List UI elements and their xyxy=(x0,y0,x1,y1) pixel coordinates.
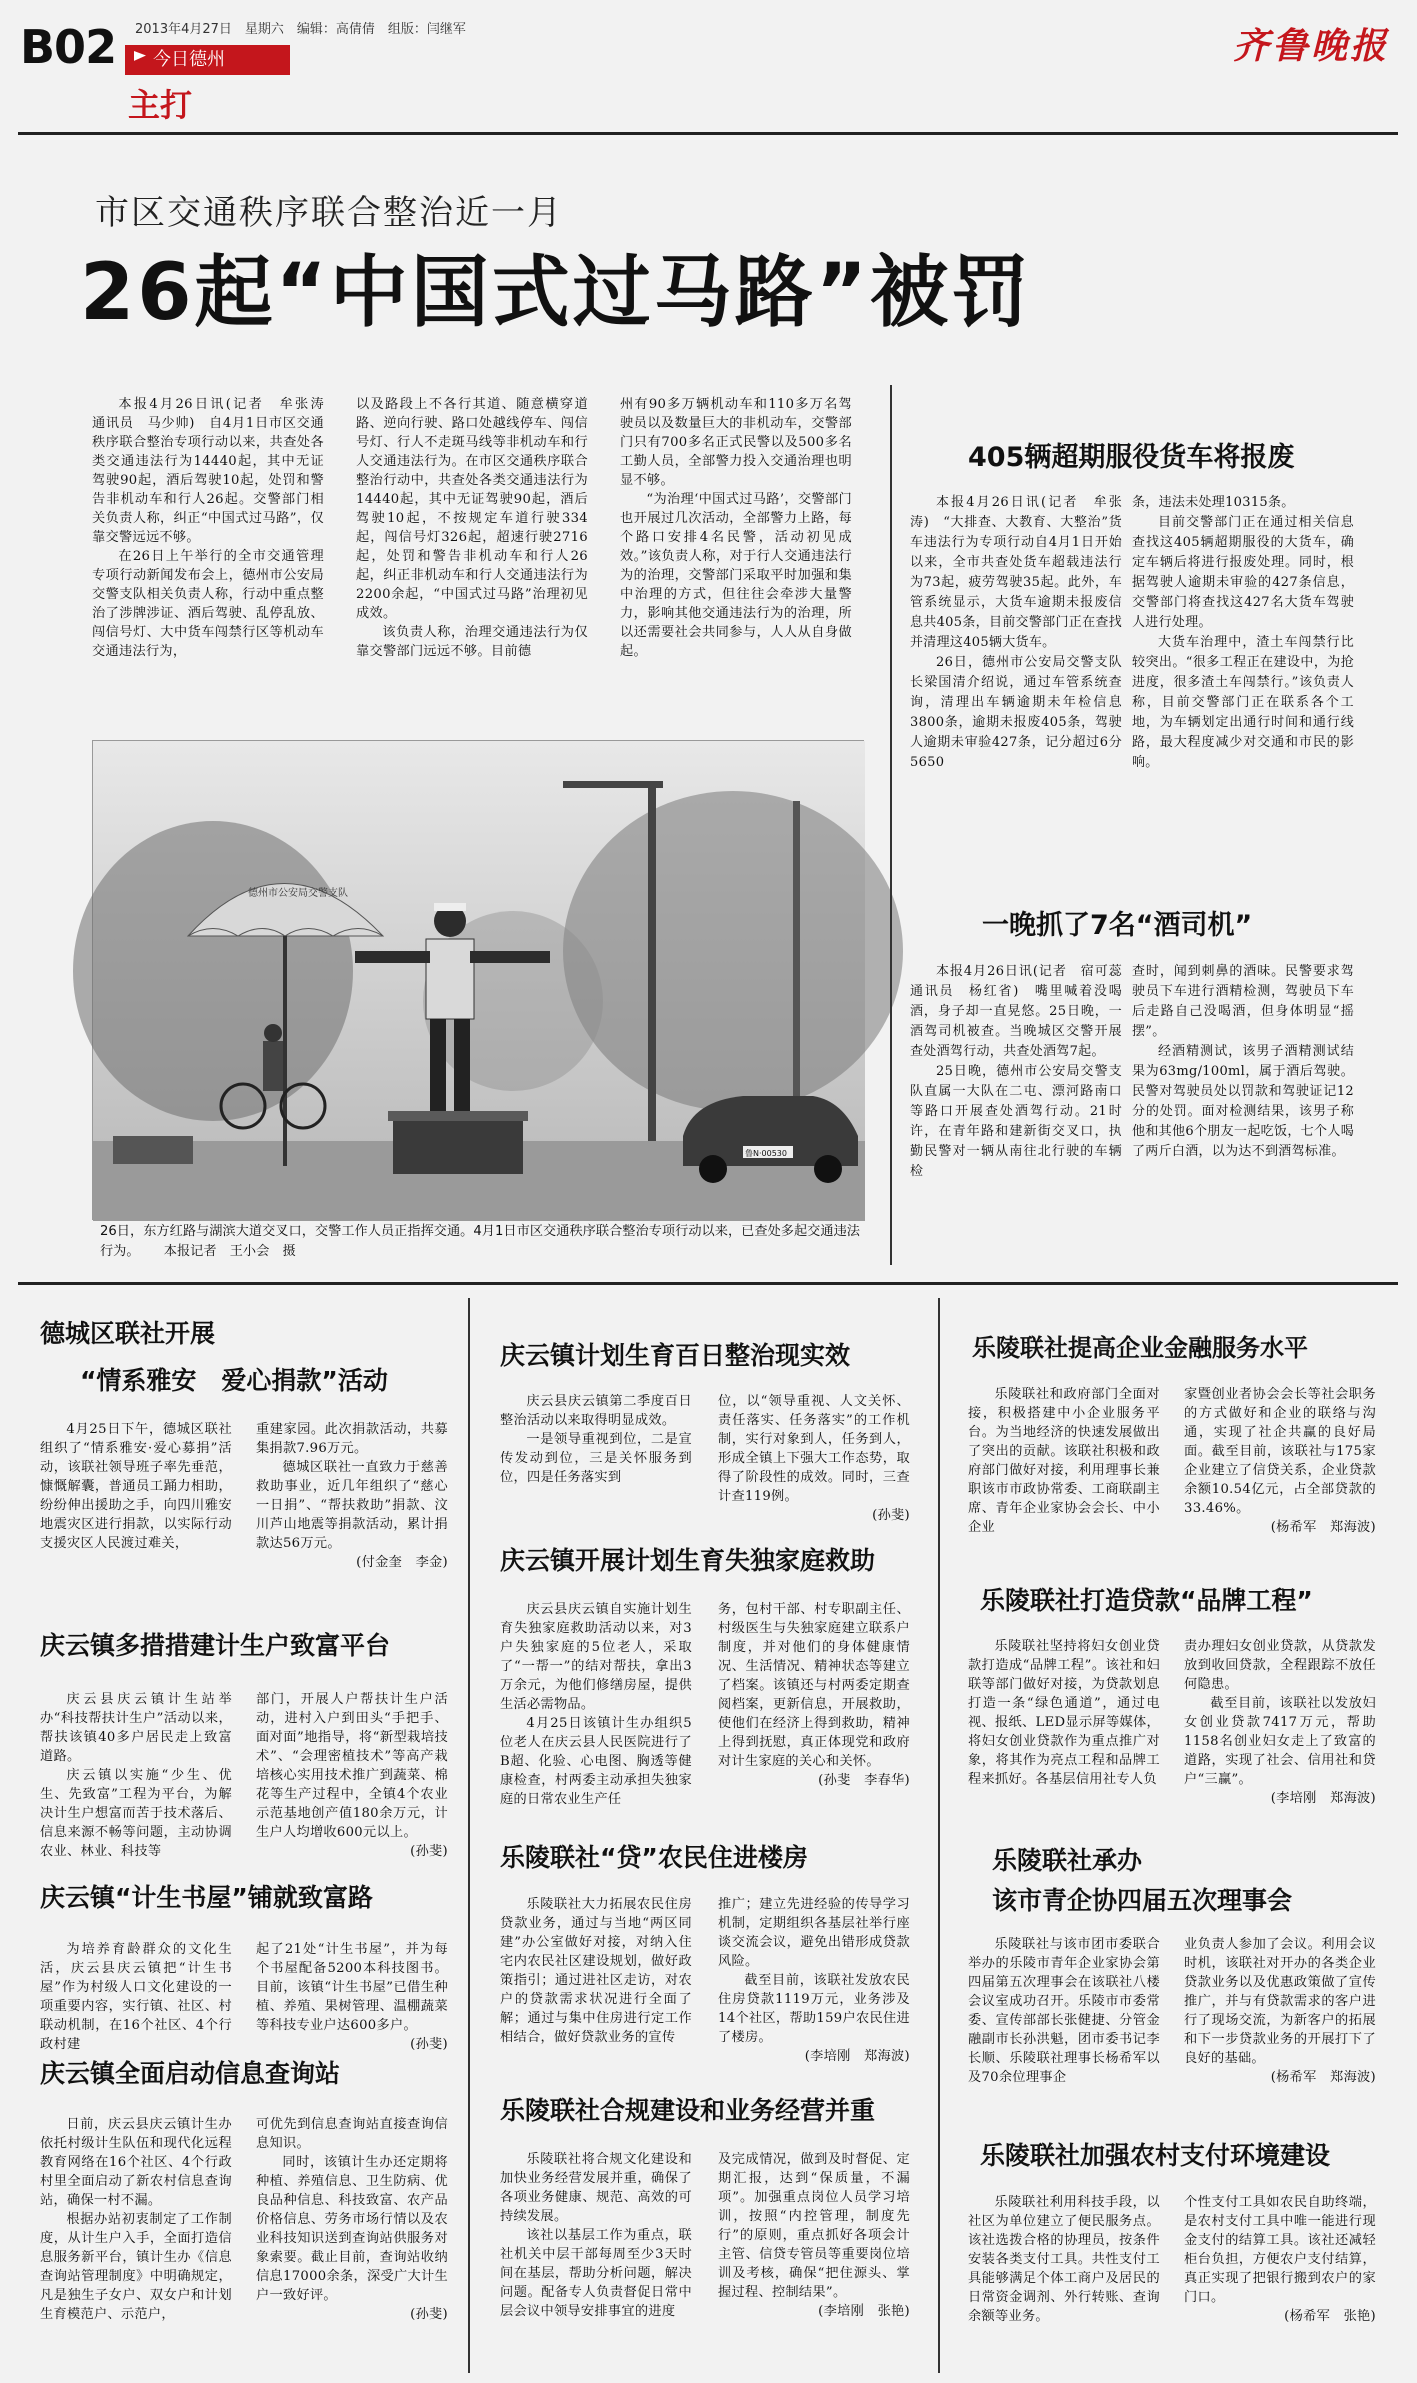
lower-mid-3-text-a: 乐陵联社将合规文化建设和加快业务经营发展并重，确保了各项业务健康、规范、高效的可持续发展。 该社以基层工作为重点，联社机关中层干部每周至少3天时间在基层，帮助分析问题，解决问题。配备专人负责督促日常中层会议中领导安排事宜的进度 xyxy=(500,2152,692,2319)
license-plate: 鲁N·00530 xyxy=(745,1149,787,1158)
section-title: 主打 xyxy=(128,86,193,124)
lower-right-1-text-b: 责办理妇女创业贷款，从贷款发放到收回贷款，全程跟踪不放任何隐患。 截至目前，该联社以发放妇女创业贷款7417万元，帮助1158名创业妇女走上了致富的道路，实现了社会、信用社和贷户“三赢”。 (李培刚 郑海波) xyxy=(1184,1639,1376,1806)
lower-mid-1-headline: 庆云镇开展计划生育失独家庭救助 xyxy=(500,1546,876,1575)
section-tag: 今日德州 xyxy=(125,45,290,75)
lower-right-1-headline: 乐陵联社打造贷款“品牌工程” xyxy=(980,1586,1313,1615)
lower-left-0-text-b: 重建家园。此次捐款活动，共募集捐款7.96万元。 德城区联社一直致力于慈善救助事业，近几年组织了“慈心一日捐”、“帮扶救助”捐款、汶川芦山地震等捐款活动，累计捐款达56万元。 (付金奎 李金) xyxy=(256,1422,448,1570)
lead-col-3: 州有90多万辆机动车和110多万名驾驶员以及数量巨大的非机动车，交警部门只有700多名正式民警以及500多名工勤人员，全部警力投入交通治理也明显不够。 “为治理‘中国式过马路’，交警部门也开展过几次活动，全部警力上路，每个路口安排4名民警，活动初见成效。”该负责人称，对于行人交通违法行为的治理，交警部门采取平时加强和集中治理的方式，但往往会牵涉大量警力，影响其他交通违法行为的治理，所以还需要社会共同参与，人人从自身做起。 xyxy=(620,397,852,659)
lower-right-3-headline: 乐陵联社加强农村支付环境建设 xyxy=(980,2141,1331,2170)
lower-mid-1-text-a: 庆云县庆云镇自实施计划生育失独家庭救助活动以来，对3户失独家庭的5位老人，采取了“一帮一”的结对帮扶，拿出3万余元，为他们修缮房屋，提供生活必需物品。 4月25日该镇计生办组织5位老人在庆云县人民医院进行了B超、化验、心电图、胸透等健康检查，村两委主动承担失独家庭的日常农业生产任 xyxy=(500,1602,692,1807)
lower-right-2-text-a: 乐陵联社与该市团市委联合举办的乐陵市青年企业家协会第四届第五次理事会在该联社八楼会议室成功召开。乐陵市市委常委、宣传部部长张健捷、分管金融副市长孙洪魁，团市委书记李长顺、乐陵联社理事长杨希军以及70余位理事企 xyxy=(968,1937,1160,2085)
traffic-police-illustration xyxy=(93,741,865,1221)
section-divider xyxy=(18,1282,1398,1285)
lower-left-3-headline: 庆云镇全面启动信息查询站 xyxy=(40,2059,341,2088)
sidebar-mid-col-b: 查时，闻到刺鼻的酒味。民警要求驾驶员下车进行酒精检测，驾驶员下车后走路自己没喝酒，但身体明显“摇摆”。 经酒精测试，该男子酒精测试结果为63mg/100ml，属于酒后驾驶。民警对驾驶员处以罚款和驾驶证记12分的处罚。面对检测结果，该男子称他和其他6个朋友一起吃饭，七个人喝了两斤白酒，以为达不到酒驾标准。 xyxy=(1132,964,1354,1159)
sidebar-mid-col-a: 本报4月26日讯(记者 宿可蕊 通讯员 杨红省) 嘴里喊着没喝酒，身子却一直晃悠。25日晚，一酒驾司机被查。当晚城区交警开展查处酒驾行动，共查处酒驾7起。 25日晚，德州市公安局交警支队直属一大队在二屯、漂河路南口等路口开展查处酒驾行动。21时许，在青年路和建新街交叉口，执勤民警对一辆从南往北行驶的车辆检 xyxy=(910,964,1136,1179)
sidebar-top-col-b: 条，违法未处理10315条。 目前交警部门正在通过相关信息查找这405辆超期服役的大货车，确定车辆后将进行报废处理。同时，根据驾驶人逾期未审验的427条信息，交警部门将查找这427名大货车驾驶人进行处理。 大货车治理中，渣土车闯禁行比较突出。“很多工程正在建设中，为抢进度，很多渣土车闯禁行。”该负责人称，目前交警部门正在联系各个工地，为车辆划定出通行时间和通行线路，最大程度减少对交通和市民的影响。 xyxy=(1132,495,1354,770)
lower-mid-2-text-a: 乐陵联社大力拓展农民住房贷款业务，通过与当地“两区同建”办公室做好对接，对纳入住宅内农民社区建设规划，做好政策指引；通过进社区走访，对农户的贷款需求状况进行全面了解；通过与集中住房进行定工作相结合，做好贷款业务的宣传 xyxy=(500,1897,692,2045)
lower-mid-3-text-b: 及完成情况，做到及时督促、定期汇报，达到“保质量，不漏项”。加强重点岗位人员学习培训，按照“内控管理，制度先行”的原则，重点抓好各项会计主管、信贷专管员等重要岗位培训及考核，确保“把住源头、掌握过程、控制结果”。 (李培刚 张艳) xyxy=(718,2152,910,2319)
lower-mid-1-text-b: 务，包村干部、村专职副主任、村级医生与失独家庭建立联系户制度，并对他们的身体健康情况、生活情况、精神状态等建立了档案。该镇还与村两委定期查阅档案，更新信息，开展救助，使他们在经济上得到救助，精神上得到抚慰，真正体现党和政府对计生家庭的关心和关怀。 (孙斐 李春华) xyxy=(718,1602,910,1788)
lower-left-2-text-a: 为培养育龄群众的文化生活，庆云县庆云镇把“计生书屋”作为村级人口文化建设的一项重要内容，实行镇、社区、村联动机制，在16个社区、4个行政村建 xyxy=(40,1942,232,2052)
lower-left-2-headline: 庆云镇“计生书屋”铺就致富路 xyxy=(40,1883,373,1912)
lead-kicker: 市区交通秩序联合整治近一月 xyxy=(95,193,563,233)
lower-left-1-text-b: 部门，开展人户帮扶计生户活动，进村入户到田头“手把手、面对面”地指导，将“新型栽培技术”、“会理密植技术”等高产栽培核心实用技术推广到蔬菜、棉花等生产过程中，全镇4个农业示范基地创产值180余万元，计生户人均增收600元以上。 (孙斐) xyxy=(256,1692,448,1859)
lower-left-3-text-b: 可优先到信息查询站直接查询信息知识。 同时，该镇计生办还定期将种植、养殖信息、卫生防病、优良品种信息、科技致富、农产品价格信息、劳务市场行情以及农业科技知识送到查询站供服务对象索要。截止目前，查询站收纳信息17000余条，深受广大计生户一致好评。 (孙斐) xyxy=(256,2117,448,2322)
lower-left-3-text-a: 日前，庆云县庆云镇计生办依托村级计生队伍和现代化远程教育网络在16个社区、4个行政村里全面启动了新农村信息查询站，确保一村不漏。 根据办站初衷制定了工作制度，从计生户入手，全面打造信息服务新平台，镇计生办《信息查询站管理制度》中明确规定，凡是独生子女户、双女户和计划生育模范户、示范户， xyxy=(40,2117,232,2322)
lower-left-1-text-a: 庆云县庆云镇计生站举办“科技帮扶计生户”活动以来，帮扶该镇40多户居民走上致富道路。 庆云镇以实施“少生、优生、先致富”工程为平台，为解决计生户想富而苦于技术落后、信息来源不畅等问题，主动协调农业、林业、科技等 xyxy=(40,1692,232,1859)
lower-right-3-text-b: 个性支付工具如农民自助终端，是农村支付工具中唯一能进行现金支付的结算工具。该社还减轻柜台负担，方便农户支付结算，真正实现了把银行搬到农户的家门口。 (杨希军 张艳) xyxy=(1184,2195,1376,2324)
page-code: B02 xyxy=(20,20,117,74)
sidebar-top-headline: 405辆超期服役货车将报废 xyxy=(968,442,1295,473)
lead-col-2: 以及路段上不各行其道、随意横穿道路、逆向行驶、路口处越线停车、闯信号灯、行人不走斑马线等非机动车和行人交通违法行为。在市区交通秩序联合整治行动中，共查处各类交通违法行为14440起，其中无证驾驶90起，酒后驾驶10起，不按规定车道行驶334起，闯信号灯326起，超速行驶2716起，处罚和警告非机动车和行人26起，纠正非机动车和行人交通违法行为2200余起，“中国式过马路”治理初见成效。 该负责人称，治理交通违法行为仅靠交警部门远远不够。目前德 xyxy=(356,397,588,659)
photo-caption: 26日，东方红路与湖滨大道交叉口，交警工作人员正指挥交通。4月1日市区交通秩序联合整治专项行动以来，已查处多起交通违法行为。 本报记者 王小会 摄 xyxy=(100,1224,860,1259)
lower-left-1-headline: 庆云镇多措措建计生户致富平台 xyxy=(40,1631,391,1660)
photo-credit: 本报记者 王小会 摄 xyxy=(163,1244,296,1259)
lower-mid-2-headline: 乐陵联社“贷”农民住进楼房 xyxy=(500,1843,808,1872)
paper-logo: 齐鲁晚报 xyxy=(1232,25,1389,67)
lower-right-0-text-b: 家暨创业者协会会长等社会职务的方式做好和企业的联络与沟通，实现了社企共赢的良好局面。截至目前，该联社与175家企业建立了信贷关系，企业贷款余额10.54亿元，占全部贷款的33.46%。 (杨希军 郑海波) xyxy=(1184,1387,1376,1535)
lower-right-0-text-a: 乐陵联社和政府部门全面对接，积极搭建中小企业服务平台。为当地经济的快速发展做出了突出的贡献。该联社积极和政府部门做好对接，利用理事长兼职该市市政协常委、工商联副主席、青年企业家协会会长、中小企业 xyxy=(968,1387,1160,1535)
meta-line: 2013年4月27日 星期六 编辑：高倩倩 组版：闫继军 xyxy=(135,22,466,37)
sidebar-top-col-a: 本报4月26日讯(记者 牟张涛) “大排查、大教育、大整治”货车违法行为专项行动自4月1日开始以来，全市共查处货车超载违法行为73起，疲劳驾驶35起。此外，车管系统显示，大货车逾期未报废信息共405条，目前交警部门正在查找并清理这405辆大货车。 26日，德州市公安局交警支队长梁国清介绍说，通过车管系统查询，清理出车辆逾期未年检信息3800条，逾期未报废405条，驾驶人逾期未审验427条，记分超过6分5650 xyxy=(910,495,1122,770)
lower-left-0-subhead: “情系雅安 爱心捐款”活动 xyxy=(80,1366,388,1395)
masthead-rule xyxy=(18,132,1398,135)
lower-right-0-headline: 乐陵联社提高企业金融服务水平 xyxy=(972,1334,1308,1362)
lower-divider-2 xyxy=(938,1298,940,2373)
lower-divider-1 xyxy=(468,1298,470,2373)
lower-mid-2-text-b: 推广；建立先进经验的传导学习机制，定期组织各基层社举行座谈交流会议，避免出错形成贷款风险。 截至目前，该联社发放农民住房贷款1119万元，业务涉及14个社区，帮助159户农民住进了楼房。 (李培刚 郑海波) xyxy=(718,1897,910,2064)
lower-left-0-text-a: 4月25日下午，德城区联社组织了“情系雅安·爱心募捐”活动，该联社领导班子率先垂范，慷慨解囊，普通员工踊力相助，纷纷伸出援助之手，向四川雅安地震灾区进行捐款，以实际行动支援灾区人民渡过难关， xyxy=(40,1422,232,1551)
sidebar-mid-headline: 一晚抓了7名“酒司机” xyxy=(982,910,1253,941)
masthead xyxy=(0,0,1417,140)
lower-right-2-subhead: 该市青企协四届五次理事会 xyxy=(992,1886,1293,1915)
lead-photo xyxy=(92,740,864,1220)
lower-left-2-text-b: 起了21处“计生书屋”，并为每个书屋配备5200本科技图书。目前，该镇“计生书屋”已借生种植、养殖、果树管理、温棚蔬菜等科技专业户达600多户。 (孙斐) xyxy=(256,1942,448,2052)
lower-right-3-text-a: 乐陵联社利用科技手段，以社区为单位建立了便民服务点。该社选拨合格的协理员，按条件安装各类支付工具。共性支付工具能够满足个体工商户及居民的日常资金调剂、外行转账、查询余额等业务。 xyxy=(968,2195,1160,2324)
lead-divider xyxy=(890,385,892,1265)
lower-mid-0-headline: 庆云镇计划生育百日整治现实效 xyxy=(500,1341,851,1370)
lower-mid-0-text-a: 庆云县庆云镇第二季度百日整治活动以来取得明显成效。 一是领导重视到位，二是宣传发动到位，三是关怀服务到位，四是任务落实到 xyxy=(500,1394,692,1485)
lower-right-2-text-b: 业负责人参加了会议。利用会议时机，该联社对开办的各类企业贷款业务以及优惠政策做了宣传推广，并与有贷款需求的客户进行了现场交流，为新客户的拓展和下一步贷款业务的开展打下了良好的基础。 (杨希军 郑海波) xyxy=(1184,1937,1376,2085)
lead-col-1: 本报4月26日讯(记者 牟张涛 通讯员 马少帅) 自4月1日市区交通秩序联合整治专项行动以来，共查处各类交通违法行为14440起，其中无证驾驶90起，酒后驾驶10起，处罚和警告非机动车和行人26起。交警部门相关负责人称，纠正“中国式过马路”，仅靠交警远远不够。 在26日上午举行的全市交通管理专项行动新闻发布会上，德州市公安局交警支队相关负责人称，行动中重点整治了涉牌涉证、酒后驾驶、乱停乱放、闯信号灯、大中货车闯禁行区等机动车交通违法行为， xyxy=(92,397,338,659)
umbrella-text: 德州市公安局交警支队 xyxy=(248,888,348,899)
lower-right-2-headline: 乐陵联社承办 xyxy=(992,1846,1143,1875)
lead-headline: 26起“中国式过马路”被罚 xyxy=(80,248,1033,338)
lower-mid-0-text-b: 位，以“领导重视、人文关怀、责任落实、任务落实”的工作机制，实行对象到人，任务到人，形成全镇上下强大工作态势，取得了阶段性的成效。同时，三查计查119例。 (孙斐) xyxy=(718,1394,910,1523)
lower-mid-3-headline: 乐陵联社合规建设和业务经营并重 xyxy=(500,2096,876,2125)
flag-icon xyxy=(134,51,146,69)
lower-left-0-headline: 德城区联社开展 xyxy=(40,1319,216,1348)
lower-right-1-text-a: 乐陵联社坚持将妇女创业贷款打造成“品牌工程”。该社和妇联等部门做好对接，为贷款划息打造一条“绿色通道”，通过电视、报纸、LED显示屏等媒体，将妇女创业贷款作为重点推广对象，将其作为亮点工程和品牌工程来抓好。各基层信用社专人负 xyxy=(968,1639,1160,1787)
